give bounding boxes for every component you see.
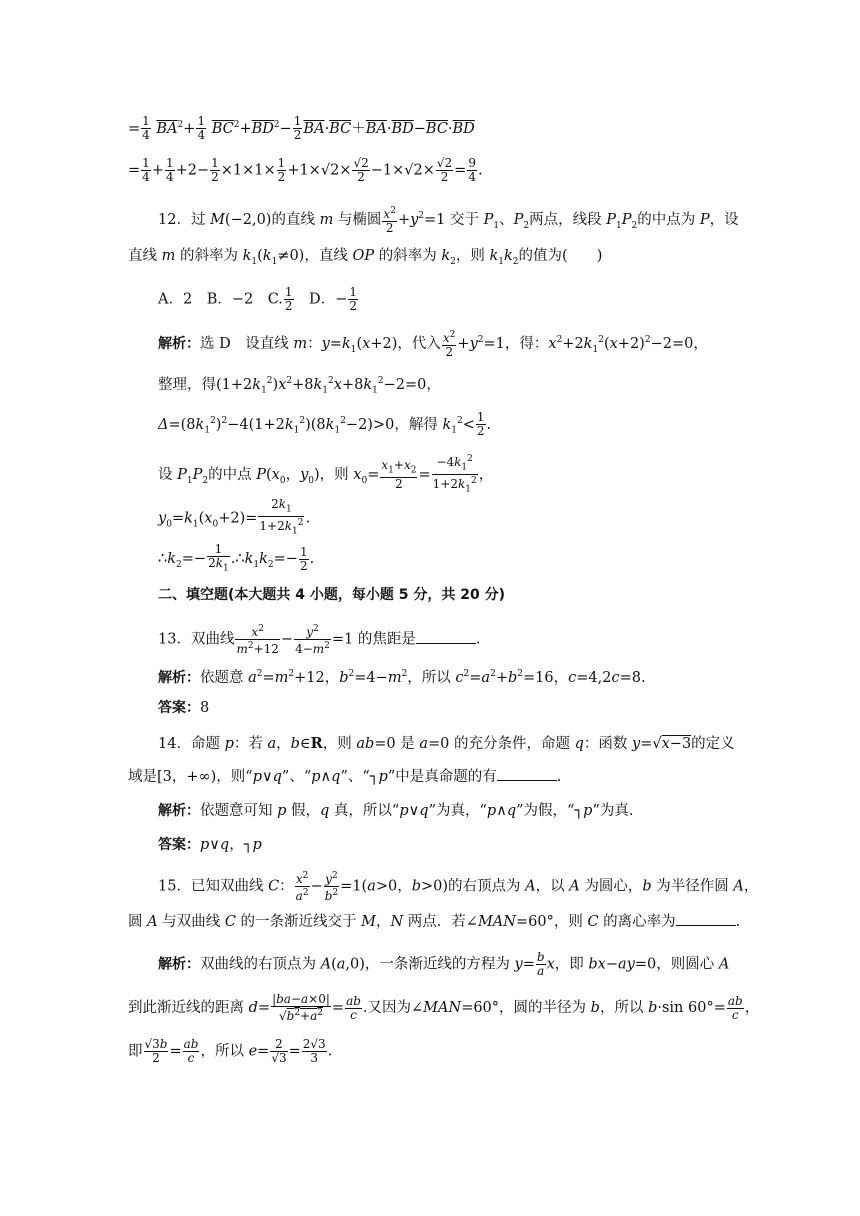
solution-15-line-2: 到此渐近线的距离 d= $\frac{|ba-a\times 0|}{√b^2+a^2}$ = $\frac{ab}{c}$ .又因为∠MAN=60°，圆的半径为 b，所以 b·sin 60°= $\frac{ab}{c}$ ，	[128, 992, 760, 1023]
solution-12-line-2: 整理，得$(1+2k_1^2)x^2+8k_1^2x+8k_1^2-2=0$，	[158, 376, 441, 396]
solution-15-line-1: 解析：双曲线的右顶点为 A(a,0)，一条渐近线的方程为 y= $\frac{b}{a}$ x，即 bx−ay=0，则圆心 A	[158, 950, 730, 978]
question-13: 13．双曲线 $\frac{x^2}{m^2+12}$ − $\frac{y^2}{4-m^2}$ =1 的焦距是 .	[158, 624, 481, 656]
solution-12-line-5: $y_0=k_1(x_0+2)=$ $\frac{2k_1}{1+2k_1^2}$ .	[158, 497, 311, 537]
section-heading: 二、填空题(本大题共 4 小题，每小题 5 分，共 20 分)	[158, 587, 506, 603]
solution-12-line-6: $\therefore k_2=-$ $\frac{1}{2k_1}$ $.\therefore k_1k_2=-$ $\frac{1}{2}$ .	[158, 542, 315, 574]
solution-line-2: = $\frac{1}{4}$ + $\frac{1}{4}$ +2− $\frac{1}{2}$ ×1×1× $\frac{1}{2}$ +1×√2× $\frac{√2}{2}$ −1×√2× $\frac{√2}{2}$ = $\frac{9}{4}$ .	[128, 156, 483, 184]
answer-13: 答案：8	[158, 700, 210, 716]
question-12-options: A．2 B．−2 C. $\frac{1}{2}$ D．− $\frac{1}{2}$	[158, 285, 357, 313]
solution-line-1: = $\frac{1}{4}$ $\overline{BA}^2+$ $\frac{1}{4}$ $\overline{BC}^2+\overline{BD}^2-$ $\frac{1}{2}$ $\overline{BA}\cdot\overline{BC}+\overline{BA}\cdot\overline{BD}-\overline{BC}\cdot\overline{BD}$	[128, 114, 475, 143]
solution-14: 解析：依题意可知 p 假，q 真，所以“p∨q”为真，“p∧q”为假，“┐p”为真.	[158, 803, 634, 819]
question-12-line-1: 12．过 M(−2,0)的直线 m 与椭圆 $\frac{x^2}{2}$ $+y^2=1$ 交于 $P_1$、$P_2$两点，线段 $P_1P_2$的中点为 P，设	[158, 206, 739, 235]
solution-12-line-1: 解析：选 D 设直线 m：$y=k_1(x+2)$，代入 $\frac{x^2}{2}$ $+y^2=1$，得：$x^2+2k_1^2(x+2)^2-2=0$，	[158, 330, 708, 359]
question-12-line-2: 直线 m 的斜率为 $k_1(k_1\ne 0)$，直线 OP 的斜率为 $k_2$，则 $k_1k_2$的值为( )	[128, 248, 603, 267]
solution-12-line-3: $\Delta=(8k_1^2)^2-4(1+2k_1^2)(8k_1^2-2)>0$，解得 $k_1^2<$ $\frac{1}{2}$ .	[158, 410, 492, 439]
solution-13: 解析：依题意 $a^2=m^2+12$，$b^2=4-m^2$，所以 $c^2=a^2+b^2=16$，c=4,2c=8.	[158, 669, 646, 686]
question-14-line-1: 14．命题 p：若 a，b∈R，则 ab=0 是 a=0 的充分条件，命题 q：函数 y=√x−3的定义	[158, 735, 735, 752]
question-15-line-1: 15．已知双曲线 C： $\frac{x^2}{a^2}$ − $\frac{y^2}{b^2}$ =1(a>0，b>0)的右顶点为 A，以 A 为圆心，b 为半径作圆 A，	[158, 871, 759, 903]
solution-12-line-4: 设 $P_1P_2$的中点 $P(x_0$，$y_0$)，则 $x_0=$ $\frac{x_1+x_2}{2}$ = $\frac{-4k_1^2}{1+2k_1^2}$ ，	[158, 454, 494, 495]
answer-14: 答案：p∨q，┐p	[158, 837, 262, 853]
question-15-line-2: 圆 A 与双曲线 C 的一条渐近线交于 M，N 两点．若∠MAN=60°，则 C 的离心率为 .	[128, 914, 741, 930]
solution-15-line-3: 即 $\frac{√3b}{2}$ = $\frac{ab}{c}$ ，所以 e= $\frac{2}{√3}$ = $\frac{2√3}{3}$ .	[128, 1037, 333, 1065]
question-14-line-2: 域是[3，+∞)，则“p∨q”、“p∧q”、“┐p”中是真命题的有 .	[128, 769, 562, 785]
